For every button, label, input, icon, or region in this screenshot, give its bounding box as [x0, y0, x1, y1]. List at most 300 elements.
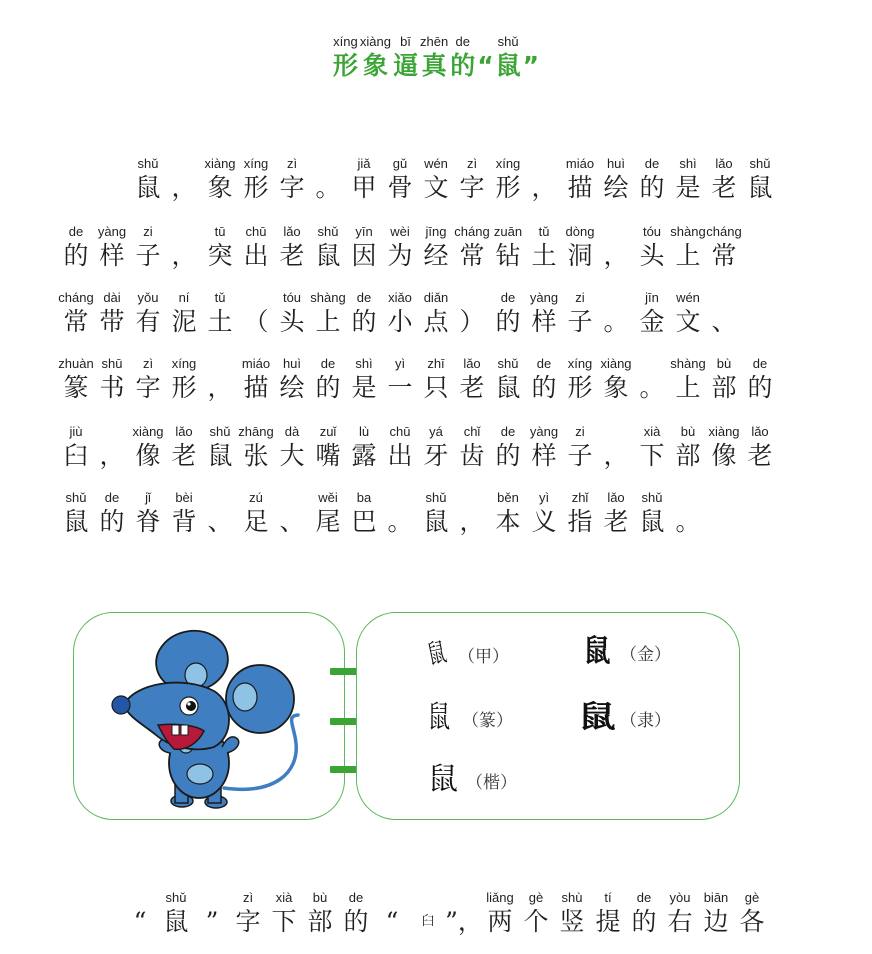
ruby-char: [634, 156, 670, 204]
ruby-char: [706, 424, 742, 472]
ruby-char: [158, 890, 194, 938]
hanzi-text: 象: [603, 373, 629, 402]
ruby-char: [446, 890, 482, 938]
ruby-char: [490, 356, 526, 404]
hanzi-text: 本: [495, 507, 521, 536]
hanzi-text: 因: [351, 241, 377, 270]
hanzi-text: 骨: [387, 173, 413, 202]
hanzi-text: 嘴: [315, 441, 341, 470]
hanzi-text: 字: [459, 173, 485, 202]
hanzi-text: 。: [675, 507, 701, 536]
pinyin-text: lǎo: [175, 424, 193, 439]
ruby-char: [346, 290, 382, 338]
hanzi-text: 洞: [567, 241, 593, 270]
ruby-char: [94, 356, 130, 404]
ruby-char: [360, 34, 391, 82]
ruby-char: [202, 224, 238, 272]
pinyin-text: de: [320, 356, 336, 371]
pinyin-text: zhāng: [238, 424, 274, 439]
pinyin-text: cháng: [706, 224, 742, 239]
ruby-char: [130, 490, 166, 538]
pinyin-text: ní: [178, 290, 190, 305]
ruby-char: [58, 290, 94, 338]
hanzi-text: 部: [307, 907, 333, 936]
pinyin-text: lù: [358, 424, 370, 439]
pinyin-text: liǎng: [486, 890, 514, 905]
pinyin-text: yá: [429, 424, 443, 439]
hanzi-text: 是: [675, 173, 701, 202]
hanzi-text: 子: [567, 307, 593, 336]
hanzi-text: 的: [639, 173, 665, 202]
pinyin-text: shǔ: [317, 224, 339, 239]
hanzi-text: 像: [711, 441, 737, 470]
pinyin-text: xiǎo: [388, 290, 412, 305]
pinyin-text: chǐ: [463, 424, 481, 439]
ruby-char: [346, 156, 382, 204]
hanzi-text: ，: [603, 441, 629, 470]
paragraph-line-3: [0, 284, 872, 338]
pinyin-text: biān: [703, 890, 729, 905]
hanzi-text: ，: [171, 241, 197, 270]
hanzi-text: ，: [207, 373, 233, 402]
hanzi-text: 书: [99, 373, 125, 402]
pinyin-text: shǔ: [137, 156, 159, 171]
hanzi-text: 老: [279, 241, 305, 270]
hanzi-text: 右: [667, 907, 693, 936]
pinyin-text: wěi: [318, 490, 338, 505]
ruby-char: [418, 490, 454, 538]
seal-glyph: 鼠: [427, 700, 451, 735]
ruby-char: [634, 356, 670, 404]
pinyin-text: shǔ: [165, 890, 187, 905]
paragraph-line-1: [0, 150, 872, 204]
ruby-char: [274, 356, 310, 404]
mouse-illustration: [74, 613, 344, 819]
ruby-char: [382, 356, 418, 404]
hanzi-text: 的: [747, 373, 773, 402]
hanzi-text: 。: [603, 307, 629, 336]
clerical-label: （隶）: [620, 710, 671, 731]
hanzi-text: 各: [739, 907, 765, 936]
ruby-char: [166, 490, 202, 538]
hanzi-text: 的: [631, 907, 657, 936]
pinyin-text: zi: [575, 290, 585, 305]
hanzi-text: 只: [423, 373, 449, 402]
seal-label: （篆）: [462, 710, 513, 731]
pinyin-text: huì: [282, 356, 302, 371]
hanzi-text: 一: [387, 373, 413, 402]
pinyin-text: bèi: [175, 490, 193, 505]
ruby-char: [634, 490, 670, 538]
pinyin-text: lǎo: [463, 356, 481, 371]
ruby-char: [670, 424, 706, 472]
ruby-char: [698, 890, 734, 938]
ruby-char: [94, 224, 130, 272]
paragraph-line-4: [0, 350, 872, 404]
ruby-char: [454, 156, 490, 204]
pinyin-text: yàng: [529, 424, 559, 439]
hanzi-text: 指: [567, 507, 593, 536]
pinyin-text: dòng: [565, 224, 595, 239]
ruby-char: [706, 224, 742, 272]
hanzi-text: 鼠: [63, 507, 89, 536]
script-clerical: [578, 700, 671, 736]
hanzi-text: 鼠: [747, 173, 773, 202]
pinyin-text: de: [644, 156, 660, 171]
hanzi-text: 尾: [315, 507, 341, 536]
ruby-char: [274, 224, 310, 272]
ruby-char: [346, 490, 382, 538]
hanzi-text: 有: [135, 307, 161, 336]
hanzi-text: 鼠: [495, 373, 521, 402]
hanzi-text: 的: [351, 307, 377, 336]
pinyin-text: xíng: [333, 34, 358, 49]
ruby-char: [518, 890, 554, 938]
ruby-char: [490, 424, 526, 472]
pinyin-text: zi: [575, 424, 585, 439]
pinyin-text: yòu: [669, 890, 691, 905]
pinyin-text: bī: [400, 34, 411, 49]
ruby-spacer: [86, 890, 122, 938]
pinyin-text: de: [455, 34, 470, 49]
ruby-char: [454, 290, 490, 338]
hanzi-text: （: [243, 307, 269, 336]
pinyin-text: zì: [286, 156, 298, 171]
ruby-char: [490, 224, 526, 272]
pinyin-text: ba: [356, 490, 372, 505]
hanzi-text: 土: [207, 307, 233, 336]
ruby-char: [454, 490, 490, 538]
pinyin-text: xíng: [567, 356, 593, 371]
pinyin-text: zuān: [493, 224, 523, 239]
hanzi-text: 鼠: [315, 241, 341, 270]
ruby-char: [238, 224, 274, 272]
paragraph-line-2: [0, 218, 872, 272]
ruby-char: [562, 224, 598, 272]
pinyin-text: shǔ: [425, 490, 447, 505]
hanzi-text: 臼: [63, 441, 89, 470]
hanzi-text: 经: [423, 241, 449, 270]
ruby-char: [58, 356, 94, 404]
ruby-char: [266, 890, 302, 938]
hanzi-text: 描: [243, 373, 269, 402]
ruby-char: [166, 290, 202, 338]
hanzi-text: 常: [459, 241, 485, 270]
ruby-char: [310, 356, 346, 404]
hanzi-text: ”，: [445, 907, 483, 936]
pinyin-text: lǎo: [607, 490, 625, 505]
ruby-char: [382, 290, 418, 338]
pinyin-text: xiàng: [132, 424, 164, 439]
hanzi-text: 的: [63, 241, 89, 270]
ruby-char: [130, 424, 166, 472]
hanzi-text: 个: [523, 907, 549, 936]
pinyin-text: bù: [680, 424, 696, 439]
hanzi-text: “: [385, 907, 399, 936]
pinyin-text: běn: [497, 490, 519, 505]
ruby-char: [526, 356, 562, 404]
ruby-char: [194, 890, 230, 938]
ruby-char: [230, 890, 266, 938]
ruby-char: [490, 290, 526, 338]
hanzi-text: 、: [279, 507, 305, 536]
hanzi-text: 鼠: [495, 51, 521, 80]
pinyin-text: zuǐ: [319, 424, 337, 439]
pinyin-text: de: [348, 890, 364, 905]
ruby-char: [526, 224, 562, 272]
hanzi-text: “: [477, 51, 494, 80]
ruby-char: [526, 424, 562, 472]
ruby-char: [454, 224, 490, 272]
pinyin-text: de: [752, 356, 768, 371]
ruby-char: [58, 424, 94, 472]
ruby-char: [420, 34, 448, 82]
ruby-char: [238, 156, 274, 204]
ruby-char: [626, 890, 662, 938]
ruby-char: [670, 156, 706, 204]
pinyin-text: de: [104, 490, 120, 505]
hanzi-text: ，: [459, 507, 485, 536]
pinyin-text: dài: [103, 290, 121, 305]
mouse-illustration-card: [73, 612, 345, 820]
pinyin-text: tǔ: [214, 290, 226, 305]
hanzi-text: 的: [343, 907, 369, 936]
pinyin-text: shǔ: [497, 34, 519, 49]
ruby-char: [706, 356, 742, 404]
ruby-char: [598, 224, 634, 272]
ruby-char: [238, 356, 274, 404]
ruby-char: [166, 224, 202, 272]
pinyin-text: shì: [679, 156, 697, 171]
pinyin-text: shǔ: [65, 490, 87, 505]
pinyin-text: wèi: [390, 224, 410, 239]
hanzi-text: 甲: [351, 173, 377, 202]
pinyin-text: diǎn: [423, 290, 449, 305]
oracle-bone-label: （甲）: [458, 646, 510, 667]
hanzi-text: ，: [531, 173, 557, 202]
hanzi-text: 下: [639, 441, 665, 470]
pinyin-text: lǎo: [283, 224, 301, 239]
ruby-char: [482, 890, 518, 938]
ruby-char: [590, 890, 626, 938]
ruby-char: [454, 424, 490, 472]
ruby-char: [274, 156, 310, 204]
pinyin-text: yì: [394, 356, 406, 371]
hanzi-text: 钻: [495, 241, 521, 270]
pinyin-text: shǔ: [641, 490, 663, 505]
hanzi-text: 常: [63, 307, 89, 336]
ruby-char: [202, 424, 238, 472]
pinyin-text: tū: [214, 224, 226, 239]
regular-glyph: 鼠: [428, 762, 458, 797]
pinyin-text: zhī: [427, 356, 445, 371]
hanzi-text: 形: [243, 173, 269, 202]
ruby-char: [742, 156, 778, 204]
pinyin-text: zì: [142, 356, 154, 371]
ruby-char: [274, 490, 310, 538]
ruby-char: [418, 290, 454, 338]
ruby-char: [523, 34, 539, 82]
ruby-char: [310, 490, 346, 538]
hanzi-text: 为: [387, 241, 413, 270]
script-regular: [428, 762, 517, 798]
pinyin-text: xíng: [171, 356, 197, 371]
hanzi-text: 。: [315, 173, 341, 202]
hanzi-text: ，: [603, 241, 629, 270]
hanzi-text: 金: [639, 307, 665, 336]
hanzi-text: 样: [531, 307, 557, 336]
pinyin-text: xiàng: [204, 156, 236, 171]
ruby-char: [670, 290, 706, 338]
hanzi-text: 鼠: [207, 441, 233, 470]
ruby-char: [130, 156, 166, 204]
hanzi-text: 篆: [63, 373, 89, 402]
pinyin-text: shì: [355, 356, 373, 371]
pinyin-text: zhēn: [420, 34, 449, 49]
pinyin-text: yǒu: [137, 290, 159, 305]
hanzi-text: 足: [243, 507, 269, 536]
pinyin-text: tóu: [642, 224, 662, 239]
pinyin-text: de: [68, 224, 84, 239]
ruby-char: [554, 890, 590, 938]
ruby-char: [346, 224, 382, 272]
pinyin-text: xiàng: [708, 424, 740, 439]
pinyin-text: xià: [643, 424, 661, 439]
hanzi-text: 逼: [392, 51, 418, 80]
ruby-char: [598, 356, 634, 404]
ruby-char: [670, 356, 706, 404]
pinyin-text: lǎo: [751, 424, 769, 439]
ruby-char: [742, 424, 778, 472]
hanzi-text: 形: [171, 373, 197, 402]
hanzi-text: 的: [531, 373, 557, 402]
ruby-char: [393, 34, 418, 82]
hanzi-text: ）: [459, 307, 485, 336]
hanzi-text: 巴: [351, 507, 377, 536]
ruby-char: [490, 490, 526, 538]
pinyin-text: jiǎ: [357, 156, 371, 171]
hanzi-text: 。: [387, 507, 413, 536]
hanzi-text: 义: [531, 507, 557, 536]
pinyin-text: zú: [249, 490, 263, 505]
ruby-char: [598, 490, 634, 538]
hanzi-text: 字: [135, 373, 161, 402]
ruby-char: [526, 490, 562, 538]
hanzi-text: 泥: [171, 307, 197, 336]
ruby-char: [562, 290, 598, 338]
ruby-char: [58, 224, 94, 272]
hanzi-text: 样: [99, 241, 125, 270]
pinyin-text: shū: [101, 356, 123, 371]
hanzi-text: ⾅: [421, 914, 435, 929]
pinyin-text: gè: [744, 890, 760, 905]
pinyin-text: shàng: [670, 224, 706, 239]
hanzi-text: 两: [487, 907, 513, 936]
pinyin-text: de: [636, 890, 652, 905]
pinyin-text: cháng: [58, 290, 94, 305]
bronze-label: （金）: [620, 644, 671, 665]
ruby-char: [310, 224, 346, 272]
pinyin-text: yàng: [529, 290, 559, 305]
hanzi-text: 老: [171, 441, 197, 470]
pinyin-text: wén: [424, 156, 448, 171]
hanzi-text: 头: [639, 241, 665, 270]
hanzi-text: 鼠: [423, 507, 449, 536]
ruby-char: [490, 156, 526, 204]
script-oracle-bone: [424, 636, 509, 672]
hanzi-text: 象: [207, 173, 233, 202]
pinyin-text: zì: [242, 890, 254, 905]
ruby-char: [202, 156, 238, 204]
ruby-char: [166, 156, 202, 204]
pinyin-text: yì: [538, 490, 550, 505]
ruby-char: [670, 224, 706, 272]
pinyin-text: wén: [676, 290, 700, 305]
ruby-char: [410, 890, 446, 938]
hanzi-text: ”: [522, 51, 540, 80]
script-seal: [424, 700, 513, 736]
hanzi-text: 的: [450, 51, 476, 80]
hanzi-text: 绘: [603, 173, 629, 202]
hanzi-text: 形: [567, 373, 593, 402]
ruby-char: [706, 156, 742, 204]
hanzi-text: 字: [279, 173, 305, 202]
ruby-char: [418, 356, 454, 404]
ruby-char: [418, 156, 454, 204]
hanzi-text: 绘: [279, 373, 305, 402]
pinyin-text: tǔ: [538, 224, 550, 239]
pinyin-text: shǔ: [209, 424, 231, 439]
hanzi-text: 形: [495, 173, 521, 202]
hanzi-text: 文: [675, 307, 701, 336]
ruby-char: [238, 490, 274, 538]
pinyin-text: xiàng: [600, 356, 632, 371]
pinyin-text: jǐ: [145, 490, 151, 505]
hanzi-text: ”: [205, 907, 219, 936]
hanzi-text: 齿: [459, 441, 485, 470]
hanzi-text: 的: [495, 441, 521, 470]
ruby-char: [202, 490, 238, 538]
hanzi-text: 描: [567, 173, 593, 202]
ruby-char: [742, 356, 778, 404]
ruby-char: [634, 224, 670, 272]
ruby-char: [202, 356, 238, 404]
pinyin-text: miáo: [241, 356, 271, 371]
hanzi-text: 上: [675, 241, 701, 270]
ruby-char: [238, 290, 274, 338]
pinyin-text: tí: [604, 890, 612, 905]
pinyin-text: shù: [561, 890, 583, 905]
pinyin-text: cháng: [454, 224, 490, 239]
hanzi-text: 脊: [135, 507, 161, 536]
hanzi-text: 真: [421, 51, 447, 80]
pinyin-text: shàng: [310, 290, 346, 305]
pinyin-text: chū: [389, 424, 411, 439]
pinyin-text: zhǐ: [571, 490, 589, 505]
ruby-char: [122, 890, 158, 938]
ruby-char: [166, 424, 202, 472]
hanzi-text: 形: [332, 51, 358, 80]
hanzi-text: 出: [387, 441, 413, 470]
pinyin-text: miáo: [565, 156, 595, 171]
hanzi-text: 上: [675, 373, 701, 402]
pinyin-text: bù: [716, 356, 732, 371]
pinyin-text: gǔ: [392, 156, 408, 171]
ruby-char: [346, 424, 382, 472]
ruby-char: [310, 156, 346, 204]
ruby-char: [302, 890, 338, 938]
hanzi-text: 鼠: [135, 173, 161, 202]
